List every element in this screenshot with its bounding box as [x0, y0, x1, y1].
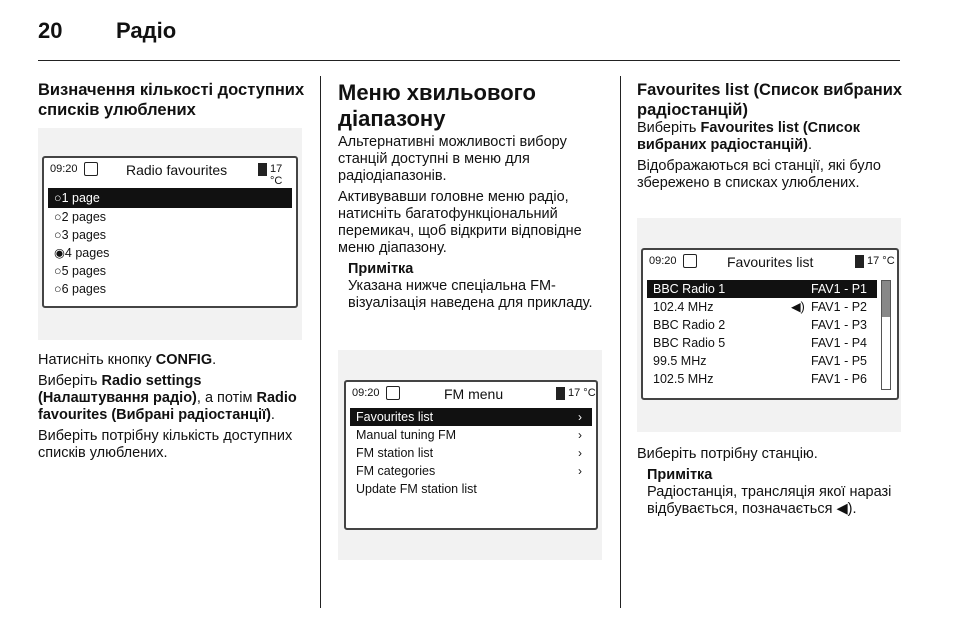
option-row[interactable]: ○1 page [48, 188, 292, 208]
lcd-display [641, 248, 899, 400]
clock: 09:20 [352, 387, 380, 399]
header-rule [38, 60, 900, 61]
screen-title: Radio favourites [126, 162, 228, 178]
paragraph: Натисніть кнопку CONFIG. [38, 352, 217, 368]
temperature: 17 °C [568, 387, 596, 399]
scrollbar-thumb[interactable] [882, 281, 890, 317]
station-row[interactable]: BBC Radio 5 FAV1 - P4 [653, 336, 867, 350]
fm-menu-list [350, 408, 592, 498]
menu-item[interactable]: Favourites list › [350, 408, 592, 426]
column-1 [38, 80, 308, 120]
radio-favourites-screenshot [38, 128, 302, 340]
column-divider [620, 76, 621, 608]
paragraph: Альтернативні можливості вибору станцій доступні в меню для радіодіапазонів. [338, 134, 567, 184]
note-label: Примітка [647, 467, 713, 483]
paragraph: Виберіть потрібну кількість доступних списків улюблених. [38, 428, 293, 461]
paragraph: Виберіть потрібну станцію. [637, 446, 818, 462]
chevron-right-icon: › [578, 446, 582, 460]
column-3-body [637, 446, 903, 518]
note-label: Примітка [348, 261, 414, 277]
phone-icon [855, 255, 864, 268]
note-text: Указана нижче спеціальна FM-візуалізація наведена для прикладу. [348, 278, 593, 311]
option-row[interactable]: ◉4 pages [54, 246, 110, 260]
speaker-icon: ◀) [791, 300, 805, 314]
paragraph: Виберіть Radio settings (Налаштування радіо), а потім Radio favourites (Вибрані радіостанції). [38, 373, 297, 423]
note [348, 261, 608, 312]
paragraph: Активувавши головне меню радіо, натисніть багатофункціональний перемикач, щоб відкрити відповідне меню діапазону. [338, 189, 582, 256]
station-row[interactable]: 102.4 MHz ◀) FAV1 - P2 [653, 300, 867, 314]
radio-circle-icon: ○ [54, 191, 62, 205]
menu-item[interactable]: FM station list › [356, 446, 582, 460]
lcd-display [344, 380, 598, 530]
chevron-right-icon: › [578, 428, 582, 442]
radio-circle-icon: ○ [54, 264, 62, 278]
menu-item[interactable]: Manual tuning FM › [356, 428, 582, 442]
clock: 09:20 [649, 255, 677, 267]
station-row[interactable]: 102.5 MHz FAV1 - P6 [653, 372, 867, 386]
note [647, 467, 903, 518]
option-row[interactable]: ○6 pages [54, 282, 107, 296]
station-row[interactable]: 99.5 MHz FAV1 - P5 [653, 354, 867, 368]
media-icon [386, 386, 400, 400]
favourites-list [647, 280, 877, 388]
temperature: 17 °C [867, 255, 895, 267]
screen-title: FM menu [444, 386, 504, 402]
lcd-status-bar [44, 158, 296, 187]
speaker-icon: ◀) [836, 501, 853, 517]
radio-circle-icon: ○ [54, 282, 62, 296]
lcd-display [42, 156, 298, 308]
section-heading: Меню хвильового діапазону [338, 80, 536, 131]
note-text: Радіостанція, трансляція якої наразі відбувається, позначається ◀). [647, 484, 892, 517]
option-row[interactable]: ○5 pages [54, 264, 107, 278]
column-3 [637, 80, 903, 192]
section-heading: Визначення кількості доступних списків улюблених [38, 81, 305, 119]
option-row[interactable]: ○3 pages [54, 228, 107, 242]
column-divider [320, 76, 321, 608]
temperature: 17 °C [270, 163, 283, 187]
option-row[interactable]: ○2 pages [54, 210, 107, 224]
section-title: Радіо [116, 18, 177, 43]
column-1-body [38, 352, 308, 462]
clock: 09:20 [50, 163, 78, 175]
station-row[interactable]: BBC Radio 1 FAV1 - P1 [647, 280, 877, 298]
page-number: 20 [38, 18, 63, 43]
fm-menu-screenshot [338, 350, 602, 560]
page-options [48, 188, 292, 298]
screen-title: Favourites list [727, 254, 814, 270]
radio-selected-icon: ◉ [54, 246, 65, 260]
radio-circle-icon: ○ [54, 210, 62, 224]
paragraph: Відображаються всі станції, які було збережено в списках улюблених. [637, 158, 882, 191]
lcd-status-bar [643, 250, 897, 274]
phone-icon [258, 163, 267, 176]
media-icon [683, 254, 697, 268]
paragraph: Виберіть Favourites list (Список вибраних радіостанцій). [637, 120, 860, 153]
favourites-list-screenshot [637, 218, 901, 432]
chevron-right-icon: › [578, 464, 582, 478]
radio-circle-icon: ○ [54, 228, 62, 242]
section-heading: Favourites list (Список вибраних радіостанцій) [637, 81, 903, 119]
column-2 [338, 80, 608, 312]
menu-item[interactable]: Update FM station list [356, 482, 477, 496]
phone-icon [556, 387, 565, 400]
station-row[interactable]: BBC Radio 2 FAV1 - P3 [653, 318, 867, 332]
menu-item[interactable]: FM categories › [356, 464, 582, 478]
scrollbar[interactable] [881, 280, 891, 390]
lcd-status-bar [346, 382, 596, 406]
media-icon [84, 162, 98, 176]
chevron-right-icon: › [578, 410, 582, 424]
